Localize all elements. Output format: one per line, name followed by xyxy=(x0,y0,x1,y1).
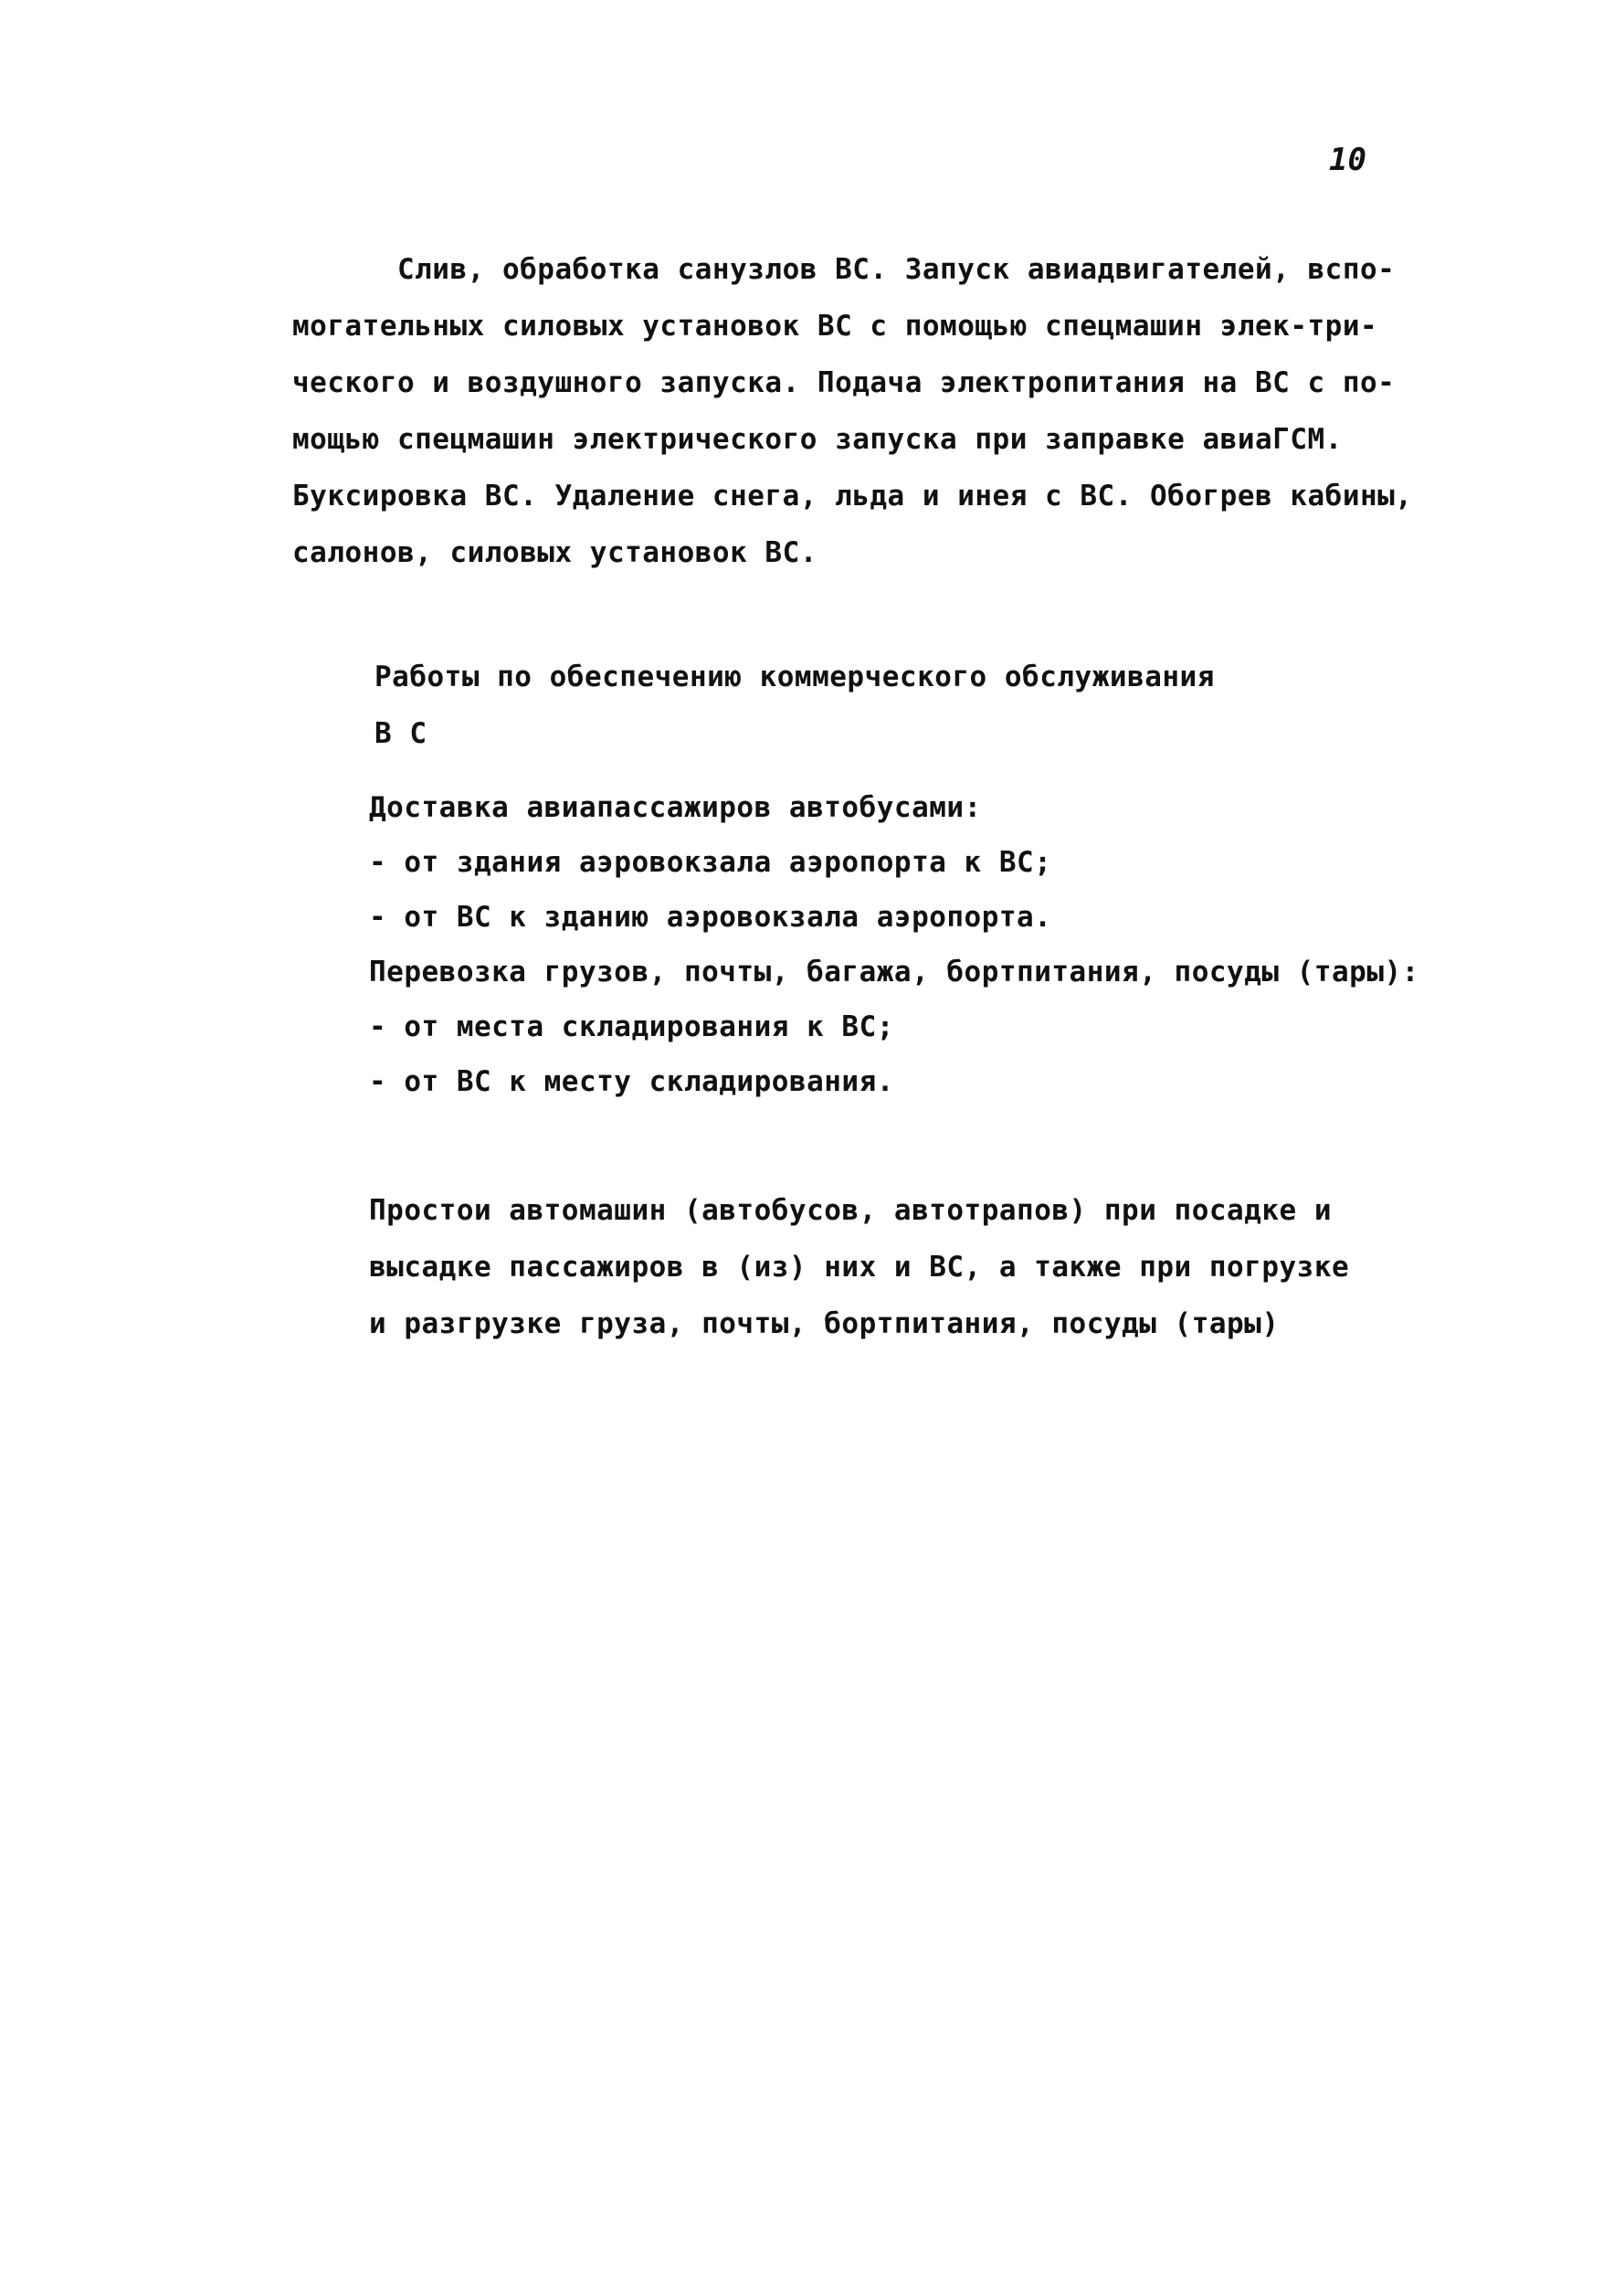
list-item: Перевозка грузов, почты, багажа, бортпитания, посуды (тары): xyxy=(369,956,1419,988)
list-item: - от ВС к месту складирования. xyxy=(369,1065,894,1098)
text-line: Простои автомашин (автобусов, автотрапов) при посадке и xyxy=(369,1194,1332,1227)
text-line: Слив, обработка санузлов ВС. Запуск авиадвигателей, вспо- xyxy=(292,253,1396,286)
text-line: салонов, силовых установок ВС. xyxy=(292,536,817,569)
text-line: и разгрузке груза, почты, бортпитания, посуды (тары) xyxy=(369,1307,1280,1340)
paragraph-ground-services xyxy=(292,241,1412,581)
text-line: могательных силовых установок ВС с помощью спецмашин элек-три- xyxy=(292,310,1378,343)
text-line: высадке пассажиров в (из) них и ВС, а также при погрузке xyxy=(369,1251,1350,1284)
list-item: - от ВС к зданию аэровокзала аэропорта. xyxy=(369,901,1052,934)
page-number: 10 xyxy=(1329,142,1366,178)
paragraph-vehicle-idle xyxy=(369,1182,1349,1352)
heading-line: Работы по обеспечению коммерческого обслуживания xyxy=(374,661,1215,693)
heading-line: В С xyxy=(374,717,427,750)
list-item: - от здания аэровокзала аэропорта к ВС; xyxy=(369,846,1052,879)
list-item: - от места складирования к ВС; xyxy=(369,1010,894,1043)
list-item: Доставка авиапассажиров автобусами: xyxy=(369,791,982,824)
text-line: Буксировка ВС. Удаление снега, льда и инея с ВС. Обогрев кабины, xyxy=(292,480,1413,513)
section-heading xyxy=(374,649,1215,762)
transport-list xyxy=(369,780,1419,1109)
text-line: мощью спецмашин электрического запуска при заправке авиаГСМ. xyxy=(292,423,1343,456)
text-line: ческого и воздушного запуска. Подача электропитания на ВС с по- xyxy=(292,366,1396,399)
